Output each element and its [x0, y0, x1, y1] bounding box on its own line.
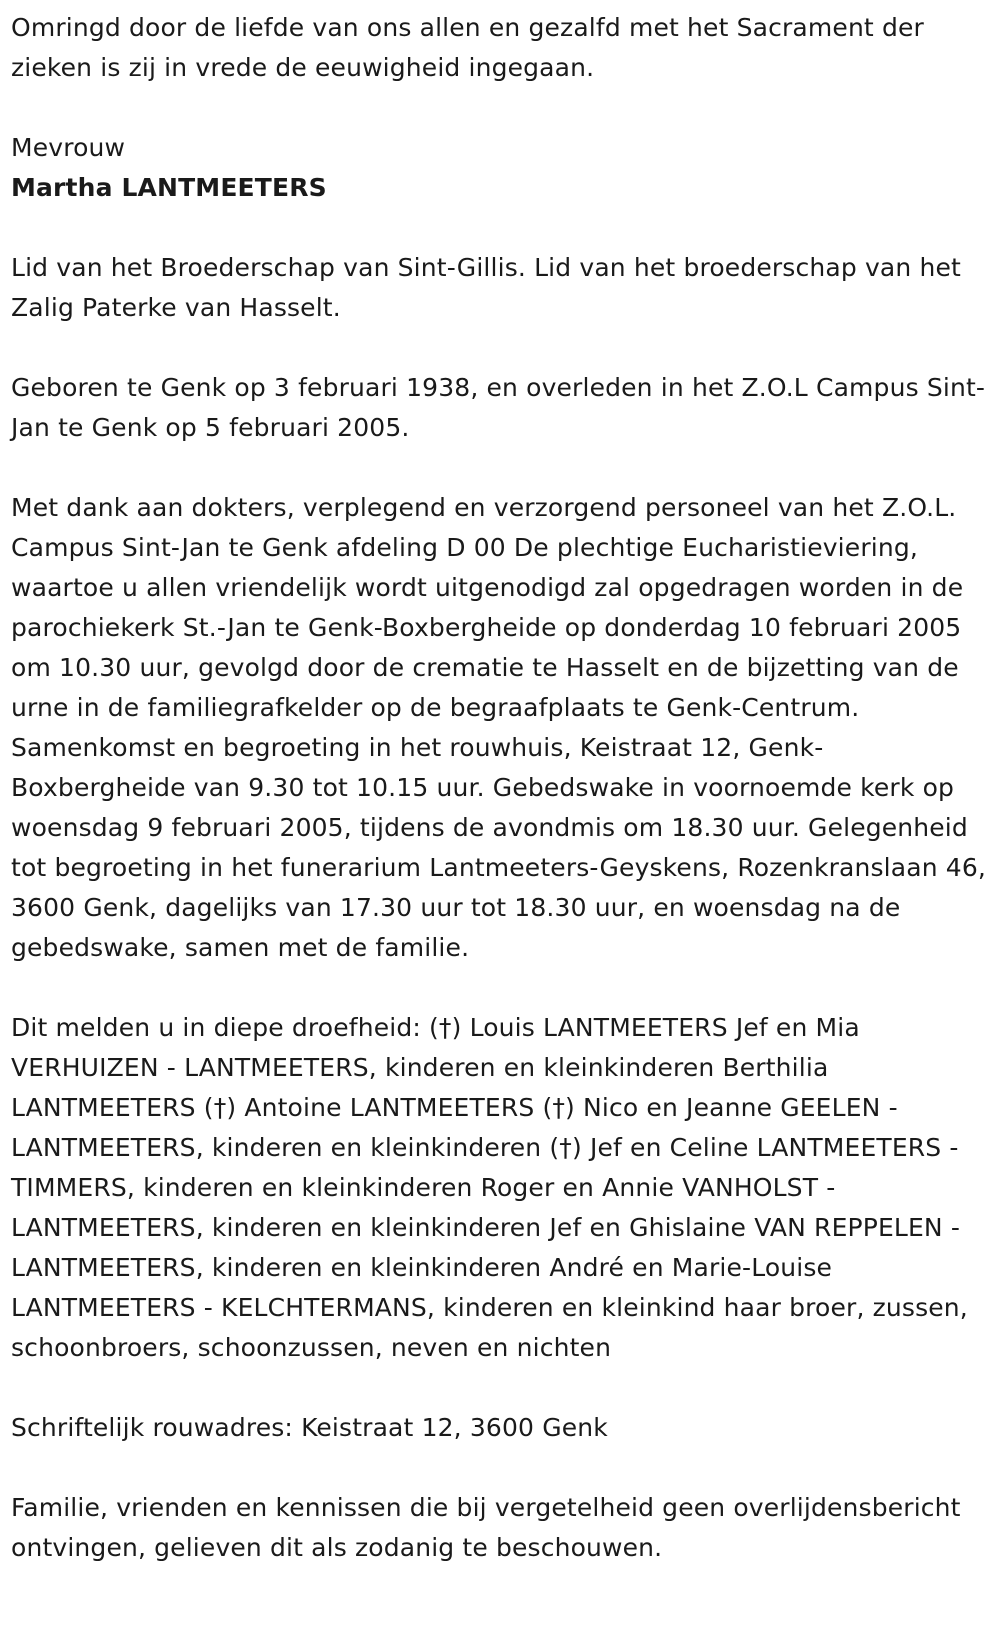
intro-paragraph: Omringd door de liefde van ons allen en gezalfd met het Sacrament der zieken is zij in vrede de eeuwigheid ingegaan.: [11, 13, 924, 82]
spacer: [11, 448, 990, 488]
spacer: [11, 1368, 990, 1408]
deceased-name: Martha LANTMEETERS: [11, 173, 327, 202]
spacer: [11, 968, 990, 1008]
family-paragraph: Dit melden u in diepe droefheid: (†) Louis LANTMEETERS Jef en Mia VERHUIZEN - LANTMEETERS, kinderen en kleinkinderen Berthilia LANTMEETERS (†) Antoine LANTMEETERS (†) Nico en Jeanne GEELEN - LANTMEETERS, kinderen en kleinkinderen (†) Jef en Celine LANTMEETERS - TIMMERS, kinderen en kleinkinderen Roger en Annie VANHOLST - LANTMEETERS, kinderen en kleinkinderen Jef en Ghislaine VAN REPPELEN - LANTMEETERS, kinderen en kleinkinderen André en Marie-Louise LANTMEETERS - KELCHTERMANS, kinderen en kleinkind haar broer, zussen, schoonbroers, schoonzussen, neven en nichten: [11, 1013, 968, 1362]
spacer: [11, 88, 990, 128]
closing-paragraph: Familie, vrienden en kennissen die bij vergetelheid geen overlijdensbericht ontvingen, gelieven dit als zodanig te beschouwen.: [11, 1493, 961, 1562]
title-prefix: Mevrouw: [11, 133, 126, 162]
ceremony-paragraph: Met dank aan dokters, verplegend en verzorgend personeel van het Z.O.L. Campus Sint-Jan te Genk afdeling D 00 De plechtige Eucharistieviering, waartoe u allen vriendelijk wordt uitgenodigd zal opgedragen worden in de parochiekerk St.-Jan te Genk-Boxbergheide op donderdag 10 februari 2005 om 10.30 uur, gevolgd door de crematie te Hasselt en de bijzetting van de urne in de familiegrafkelder op de begraafplaats te Genk-Centrum. Samenkomst en begroeting in het rouwhuis, Keistraat 12, Genk-Boxbergheide van 9.30 tot 10.15 uur. Gebedswake in voornoemde kerk op woensdag 9 februari 2005, tijdens de avondmis om 18.30 uur. Gelegenheid tot begroeting in het funerarium Lantmeeters-Geyskens, Rozenkranslaan 46, 3600 Genk, dagelijks van 17.30 uur tot 18.30 uur, en woensdag na de gebedswake, samen met de familie.: [11, 493, 986, 962]
address-paragraph: Schriftelijk rouwadres: Keistraat 12, 3600 Genk: [11, 1413, 608, 1442]
memberships-paragraph: Lid van het Broederschap van Sint-Gillis. Lid van het broederschap van het Zalig Paterke van Hasselt.: [11, 253, 961, 322]
spacer: [11, 1448, 990, 1488]
spacer: [11, 208, 990, 248]
birth-death-paragraph: Geboren te Genk op 3 februari 1938, en overleden in het Z.O.L Campus Sint-Jan te Genk op 5 februari 2005.: [11, 373, 986, 442]
spacer: [11, 328, 990, 368]
